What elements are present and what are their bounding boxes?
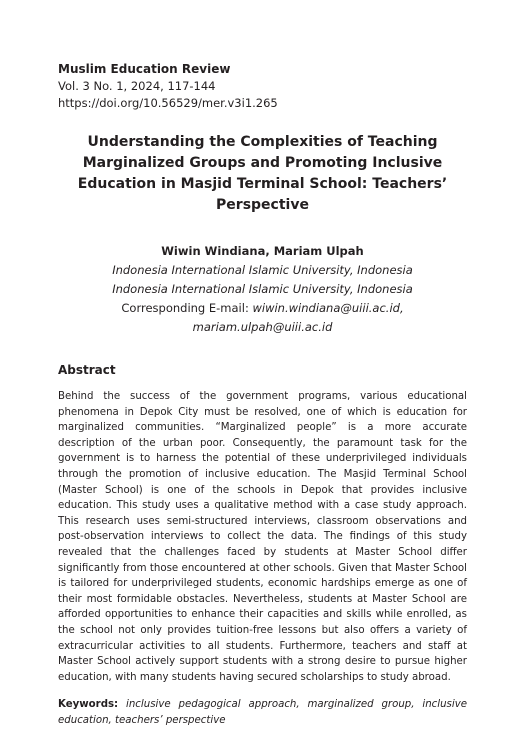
volume-info: Vol. 3 No. 1, 2024, 117-144 — [58, 79, 216, 93]
author-block — [58, 242, 467, 337]
doi-link[interactable]: https://doi.org/10.56529/mer.v3i1.265 — [58, 96, 278, 110]
author-names: Wiwin Windiana, Mariam Ulpah — [161, 244, 364, 258]
correspondence-line — [58, 299, 467, 318]
email-2[interactable]: mariam.ulpah@uiii.ac.id — [192, 320, 333, 334]
abstract-text: Behind the success of the government programs, various educational phenomena in Depok City must be resolved, one of which is education for marginalized communities. “Marginalized people” is a more accurate description of the urban poor. Consequently, the paramount task for the government is to harness the potential of these underprivileged individuals through the promotion of inclusive education. The Masjid Terminal School (Master School) is one of the schools in Depok that provides inclusive education. This study uses a qualitative method with a case study approach. This research uses semi-structured interviews, classroom observations and post-observation interviews to collect the data. The findings of this study revealed that the challenges faced by students at Master School differ significantly from those encountered at other schools. Given that Master School is tailored for underprivileged students, economic hardships emerge as one of their most formidable obstacles. Nevertheless, students at Master School are afforded opportunities to enhance their capacities and skills while enrolled, as the school not only provides tuition-free lessons but also offers a variety of extracurricular activities to all students. Furthermore, teachers and staff at Master School actively support students with a strong desire to pursue higher education, with many students having secured scholarships to study abroad. — [58, 391, 467, 683]
paper-title: Understanding the Complexities of Teaching Marginalized Groups and Promoting Inclusive Education in Masjid Terminal School: Teachers’ Perspective — [77, 134, 448, 213]
keywords-line — [58, 697, 467, 728]
email-1[interactable]: wiwin.windiana@uiii.ac.id, — [252, 301, 404, 315]
affiliation-2: Indonesia International Islamic University, Indonesia — [112, 282, 413, 296]
abstract-heading: Abstract — [58, 363, 116, 377]
keywords-label: Keywords: — [58, 699, 119, 711]
journal-name: Muslim Education Review — [58, 62, 231, 76]
keywords-text: inclusive pedagogical approach, marginalized group, inclusive education, teachers’ perspective — [58, 699, 467, 726]
affiliation-1: Indonesia International Islamic University, Indonesia — [112, 263, 413, 277]
correspondence-label: Corresponding E-mail: — [121, 301, 253, 315]
